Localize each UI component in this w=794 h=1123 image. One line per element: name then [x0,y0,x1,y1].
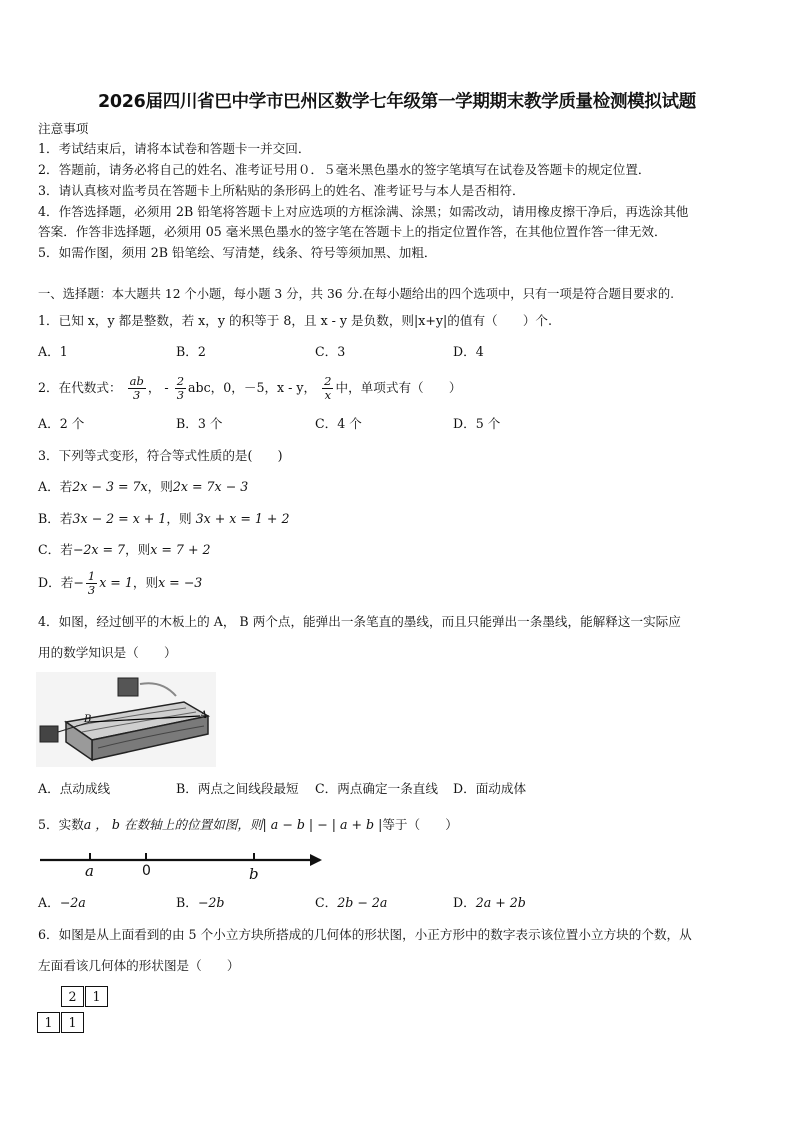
q1-option-c: C．3 [315,344,346,359]
q2-fraction-2-x [322,375,333,402]
q2-prefix: 2．在代数式： [38,380,122,395]
q4-option-a: A．点动成线 [38,781,111,796]
notice-item: 3．请认真核对监考员在答题卡上所粘贴的条形码上的姓名、准考证号与本人是否相符． [38,183,525,198]
then-text: ，则 [125,542,151,557]
wooden-board-figure [36,672,216,767]
q5-option-a [38,895,86,911]
frac-numerator: 2 [324,374,332,388]
option-prefix: A．若 [38,479,73,494]
q2-option-b: B．3 个 [176,416,223,431]
q4-option-c: C．两点确定一条直线 [315,781,438,796]
question-4-stem-cont: 用的数学知识是（ ） [38,645,177,660]
q1-option-d: D．4 [453,344,484,359]
q2-suffix: 中，单项式有（ ） [335,380,462,395]
q5-variables: a ， b 在数轴上的位置如图，则 [83,817,263,832]
board-drawing [36,672,216,767]
question-6-stem: 6．如图是从上面看到的由 5 个小立方块所搭成的几何体的形状图，小正方形中的数字表示该位置小立方块的个数，从 [38,927,692,942]
notice-item: 2．答题前，请务必将自己的姓名、准考证号用０．５毫米黑色墨水的签字笔填写在试卷及答题卡的规定位置． [38,162,651,177]
q1-option-a: A．1 [38,344,68,359]
q5-option-c [315,895,387,911]
q5-prefix: 5．实数 [38,817,84,832]
option-letter: B． [176,895,198,910]
question-2-stem [38,373,461,403]
q2-middle: abc，0，－5，x - y， [188,380,317,395]
q3-fraction-1-3 [86,570,97,597]
page-title: 2026届四川省巴中学市巴州区数学七年级第一学期期末教学质量检测模拟试题 [98,92,696,112]
frac-numerator: 1 [87,569,96,583]
q3-option-d [38,568,202,598]
frac-numerator: ab [129,374,144,388]
question-4-stem: 4．如图，经过刨平的木板上的 A， B 两个点，能弹出一条笔直的墨线，而且只能弹出一条墨线，能解释这一实际应 [38,614,681,629]
axis-label-b: b [249,865,259,883]
notice-item: 1．考试结束后，请将本试卷和答题卡一并交回． [38,141,311,156]
then-text: ，则 [132,575,159,590]
grid-cell: 1 [85,986,108,1007]
frac-denominator: 3 [87,583,96,597]
number-line [38,848,338,884]
equation: −2x = 7 [72,542,126,557]
axis-label-a: a [85,862,94,880]
q2-fraction-2-3 [175,375,186,402]
q1-option-b: B．2 [176,344,206,359]
question-5-stem [38,817,458,833]
equation: 2x = 7x − 3 [172,479,249,494]
option-expr: −2a [59,895,86,910]
q4-option-b: B．两点之间线段最短 [176,781,299,796]
option-expr: −2b [197,895,225,910]
then-text: ，则 [147,479,173,494]
q4-option-d: D．面动成体 [453,781,527,796]
q5-option-b [176,895,225,911]
grid-cell: 1 [61,1012,84,1033]
q3-option-a [38,479,248,495]
q2-separator: ， [147,380,161,395]
axis-label-zero: 0 [142,863,151,879]
q2-fraction-ab-3 [128,375,146,402]
option-prefix: B．若 [38,511,73,526]
point-b-label: B [84,714,92,725]
equation: 3x − 2 = x + 1 [72,511,167,526]
q5-suffix: 等于（ ） [382,817,458,832]
frac-denominator: 3 [176,388,185,402]
option-letter: C． [315,895,338,910]
equation: 2x − 3 = 7x [72,479,148,494]
then-text: ，则 [166,511,196,526]
frac-denominator: 3 [133,388,141,402]
neg-sign: − [73,575,84,590]
q2-option-a: A．2 个 [38,416,85,431]
q5-expression: | a − b | − | a + b | [262,817,383,832]
equation: x = 1 [99,575,133,590]
notice-heading: 注意事项 [38,121,89,136]
notice-item: 5．如需作图，须用 2B 铅笔绘、写清楚，线条、符号等须加黑、加粗． [38,245,437,260]
frac-numerator: 2 [176,374,185,388]
q5-option-d [453,895,526,911]
q3-option-b [38,511,290,527]
equation: x = 7 + 2 [150,542,211,557]
option-expr: 2b − 2a [337,895,388,910]
notice-item: 答案．作答非选择题，必须用 05 毫米黑色墨水的签字笔在答题卡上的指定位置作答，在其他位置作答一律无效． [38,224,667,239]
grid-cell: 1 [37,1012,60,1033]
notice-item: 4．作答选择题，必须用 2B 铅笔将答题卡上对应选项的方框涂满、涂黑；如需改动，请用橡皮擦干净后，再选涂其他 [38,204,689,219]
grid-cell: 2 [61,986,84,1007]
section-heading: 一、选择题：本大题共 12 个小题，每小题 3 分，共 36 分.在每小题给出的四个选项中，只有一项是符合题目要求的. [38,287,675,301]
option-letter: D． [453,895,476,910]
option-prefix: D．若 [38,575,74,590]
question-3-stem: 3．下列等式变形，符合等式性质的是( ) [38,448,283,463]
option-prefix: C．若 [38,542,73,557]
question-1-stem: 1．已知 x，y 都是整数，若 x，y 的积等于 8，且 x - y 是负数，则|x+y|的值有（ ）个. [38,313,553,328]
q2-option-d: D．5 个 [453,416,501,431]
q2-option-c: C．4 个 [315,416,362,431]
equation: 3x + x = 1 + 2 [195,511,290,526]
point-a-label: A [200,710,208,721]
q2-neg: - [164,380,169,395]
question-6-stem-cont: 左面看该几何体的形状图是（ ） [38,958,240,973]
option-letter: A． [38,895,60,910]
frac-denominator: x [324,388,332,402]
option-expr: 2a + 2b [475,895,526,910]
equation: x = −3 [158,575,203,590]
q3-option-c [38,542,211,558]
